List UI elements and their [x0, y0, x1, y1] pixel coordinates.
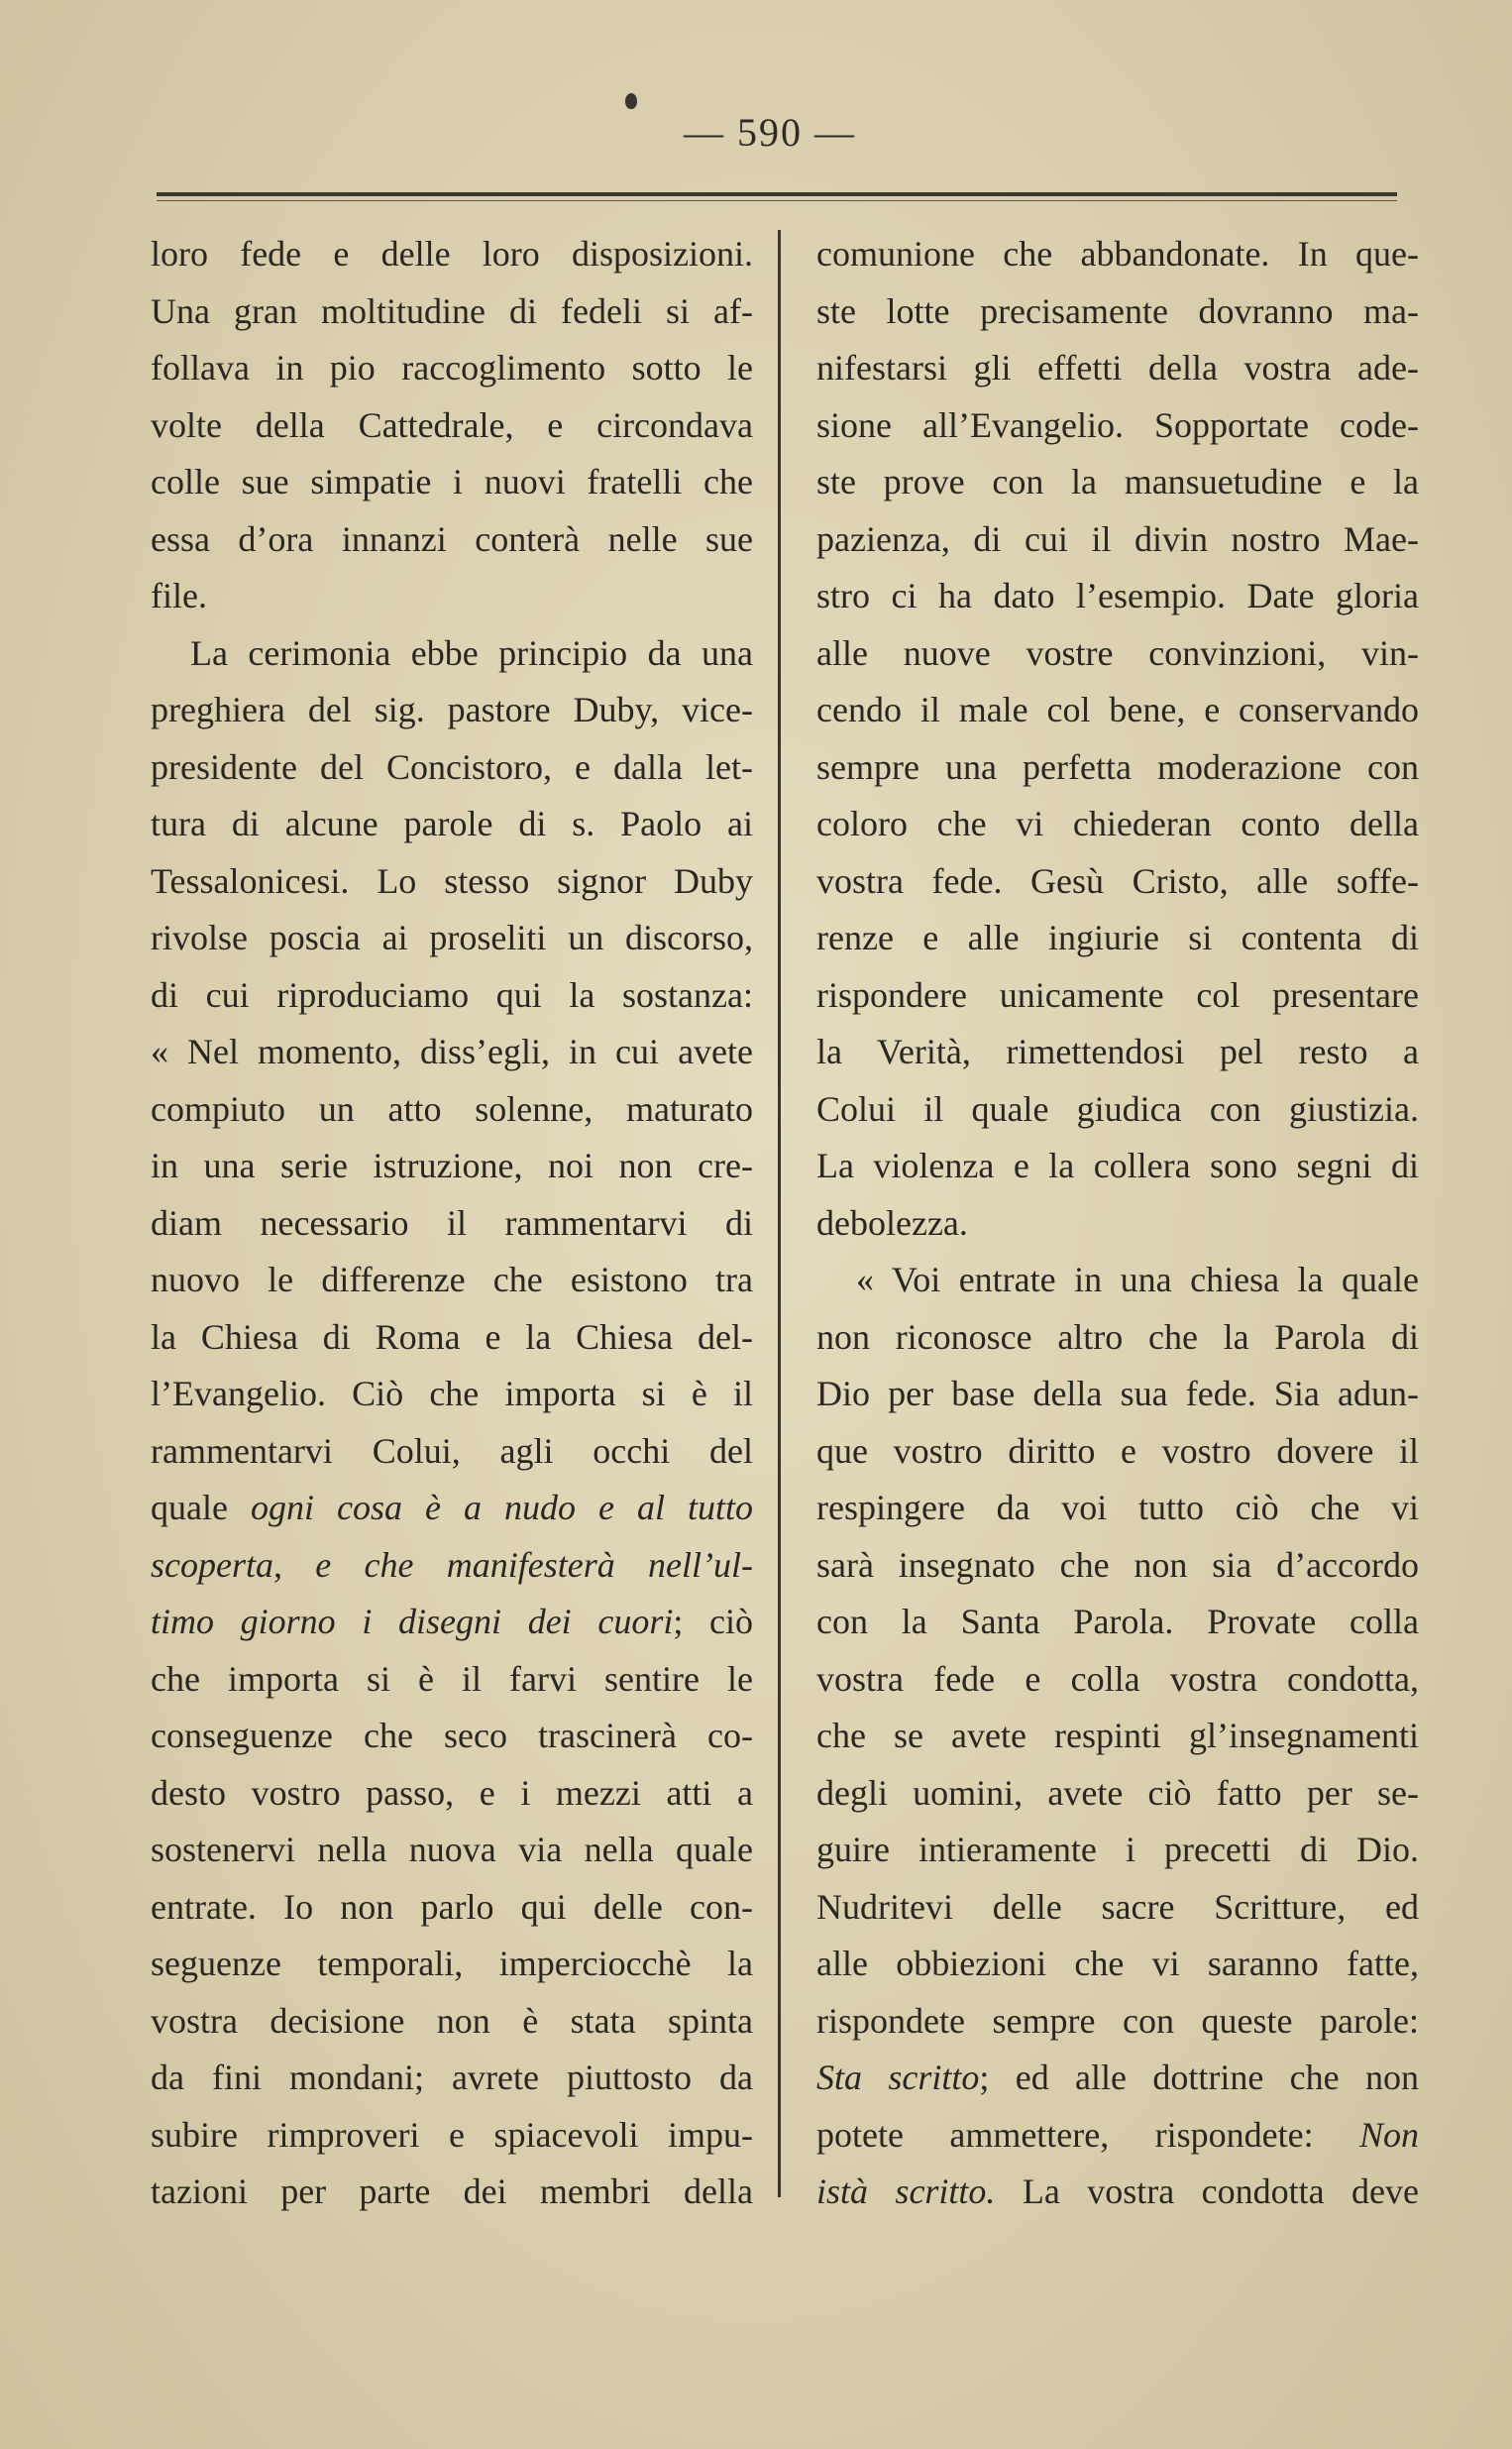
italic-quote: Non — [1358, 2114, 1419, 2155]
text-line: sione all’Evangelio. Sopportate code- — [816, 404, 1419, 445]
text-line: respingere da voi tutto ciò che vi — [816, 1488, 1419, 1527]
text-line: debolezza. — [816, 1202, 968, 1243]
text-line: Dio per base della sua fede. Sia adun- — [816, 1374, 1419, 1413]
text-line: che se avete respinti gl’insegnamenti — [816, 1716, 1419, 1755]
text-line — [816, 2107, 1419, 2165]
paragraph-start: « Voi entrate in una chiesa la quale — [856, 1260, 1419, 1299]
italic-quote: scoperta — [151, 1544, 273, 1585]
text-line: rivolse poscia ai proseliti un discorso, — [151, 918, 753, 957]
text-line: che importa si è il farvi sentire le — [151, 1658, 753, 1699]
text-line: sarà insegnato che non sia d’accordo — [816, 1544, 1419, 1585]
text-line: di cui riproduciamo qui la sostanza: — [151, 974, 753, 1015]
text-line: colle sue simpatie i nuovi fratelli che — [151, 462, 753, 501]
text-line: coloro che vi chiederan conto della — [816, 804, 1419, 843]
right-column — [816, 226, 1419, 2221]
text-line: rispondere unicamente col presentare — [816, 974, 1419, 1015]
italic-quote: istà scritto. — [816, 2171, 996, 2211]
text-line: in una serie istruzione, noi non cre- — [151, 1146, 753, 1185]
text-run: ; ciò — [673, 1602, 753, 1641]
header-rule — [157, 192, 1397, 196]
text-line: stro ci ha dato l’esempio. Date gloria — [816, 576, 1419, 615]
italic-quote: Sta scritto — [816, 2058, 980, 2097]
text-line: « Nel momento, diss’egli, in cui avete — [151, 1032, 753, 1071]
italic-quote: ogni cosa è a nudo e al tutto — [250, 1488, 753, 1527]
italic-quote: timo giorno i disegni dei cuori — [151, 1602, 674, 1641]
text-run: quale — [151, 1488, 251, 1527]
text-line: alle obbiezioni che vi saranno fatte, — [816, 1944, 1419, 1983]
text-line: la Chiesa di Roma e la Chiesa del- — [151, 1316, 753, 1357]
text-line: ste prove con la mansuetudine e la — [816, 462, 1419, 501]
text-line: compiuto un atto solenne, maturato — [151, 1088, 753, 1129]
text-line: conseguenze che seco trascinerà co- — [151, 1716, 753, 1755]
text-line: preghiera del sig. pastore Duby, vice- — [151, 690, 753, 729]
text-run: , — [272, 1544, 316, 1585]
text-line — [151, 1480, 753, 1537]
text-line: essa d’ora innanzi conterà nelle sue — [151, 518, 753, 559]
text-line: vostra fede. Gesù Cristo, alle soffe- — [816, 860, 1419, 901]
text-line: Una gran moltitudine di fedeli si af- — [151, 290, 753, 331]
column-divider — [778, 230, 781, 2197]
text-line: presidente del Concistoro, e dalla let- — [151, 746, 753, 787]
text-line: volte della Cattedrale, e circondava — [151, 404, 753, 445]
ink-spot — [625, 93, 637, 109]
page-number: — 590 — — [684, 110, 856, 155]
text-line: seguenze temporali, imperciocchè la — [151, 1944, 753, 1983]
text-run: La vostra condotta deve — [995, 2171, 1419, 2211]
text-line: guire intieramente i precetti di Dio. — [816, 1830, 1419, 1869]
text-line: Tessalonicesi. Lo stesso signor Duby — [151, 860, 753, 901]
text-line: cendo il male col bene, e conservando — [816, 690, 1419, 729]
italic-quote: e che manifesterà nell’ul- — [315, 1544, 753, 1585]
text-line: con la Santa Parola. Provate colla — [816, 1602, 1419, 1641]
left-column — [151, 226, 753, 2221]
text-line: ste lotte precisamente dovranno ma- — [816, 290, 1419, 331]
text-line: l’Evangelio. Ciò che importa si è il — [151, 1374, 753, 1413]
text-line: vostra fede e colla vostra condotta, — [816, 1658, 1419, 1699]
text-line: rammentarvi Colui, agli occhi del — [151, 1430, 753, 1471]
text-line: diam necessario il rammentarvi di — [151, 1202, 753, 1243]
text-line: la Verità, rimettendosi pel resto a — [816, 1032, 1419, 1071]
paragraph-start: La cerimonia ebbe principio da una — [190, 632, 753, 673]
text-line: degli uomini, avete ciò fatto per se- — [816, 1772, 1419, 1813]
text-line: tazioni per parte dei membri della — [151, 2171, 753, 2211]
text-line: vostra decisione non è stata spinta — [151, 2000, 753, 2041]
text-line: La violenza e la collera sono segni di — [816, 1146, 1419, 1185]
header-rule-thin — [157, 200, 1397, 201]
text-line: follava in pio raccoglimento sotto le — [151, 348, 753, 388]
text-line: sostenervi nella nuova via nella quale — [151, 1830, 753, 1869]
text-line — [151, 1537, 753, 1595]
text-line: subire rimproveri e spiacevoli impu- — [151, 2114, 753, 2155]
text-line — [816, 2050, 1419, 2107]
text-line: tura di alcune parole di s. Paolo ai — [151, 804, 753, 843]
text-line: da fini mondani; avrete piuttosto da — [151, 2058, 753, 2097]
text-line: alle nuove vostre convinzioni, vin- — [816, 632, 1419, 673]
text-line: comunione che abbandonate. In que- — [816, 234, 1419, 274]
text-line: pazienza, di cui il divin nostro Mae- — [816, 518, 1419, 559]
text-line: nuovo le differenze che esistono tra — [151, 1260, 753, 1299]
text-line — [151, 1594, 753, 1651]
text-run: potete ammettere, rispondete: — [816, 2114, 1359, 2155]
text-line: que vostro diritto e vostro dovere il — [816, 1430, 1419, 1471]
text-line: loro fede e delle loro disposizioni. — [151, 234, 753, 274]
text-line: entrate. Io non parlo qui delle con- — [151, 1886, 753, 1927]
text-line: renze e alle ingiurie si contenta di — [816, 918, 1419, 957]
text-line — [816, 2164, 1419, 2221]
text-line: non riconosce altro che la Parola di — [816, 1316, 1419, 1357]
text-line: desto vostro passo, e i mezzi atti a — [151, 1772, 753, 1813]
text-line: sempre una perfetta moderazione con — [816, 746, 1419, 787]
text-line: Nudritevi delle sacre Scritture, ed — [816, 1886, 1419, 1927]
text-line: rispondete sempre con queste parole: — [816, 2000, 1419, 2041]
text-line: Colui il quale giudica con giustizia. — [816, 1088, 1419, 1129]
text-line: nifestarsi gli effetti della vostra ade- — [816, 348, 1419, 388]
text-line: file. — [151, 576, 207, 615]
text-run: ; ed alle dottrine che non — [979, 2058, 1419, 2097]
